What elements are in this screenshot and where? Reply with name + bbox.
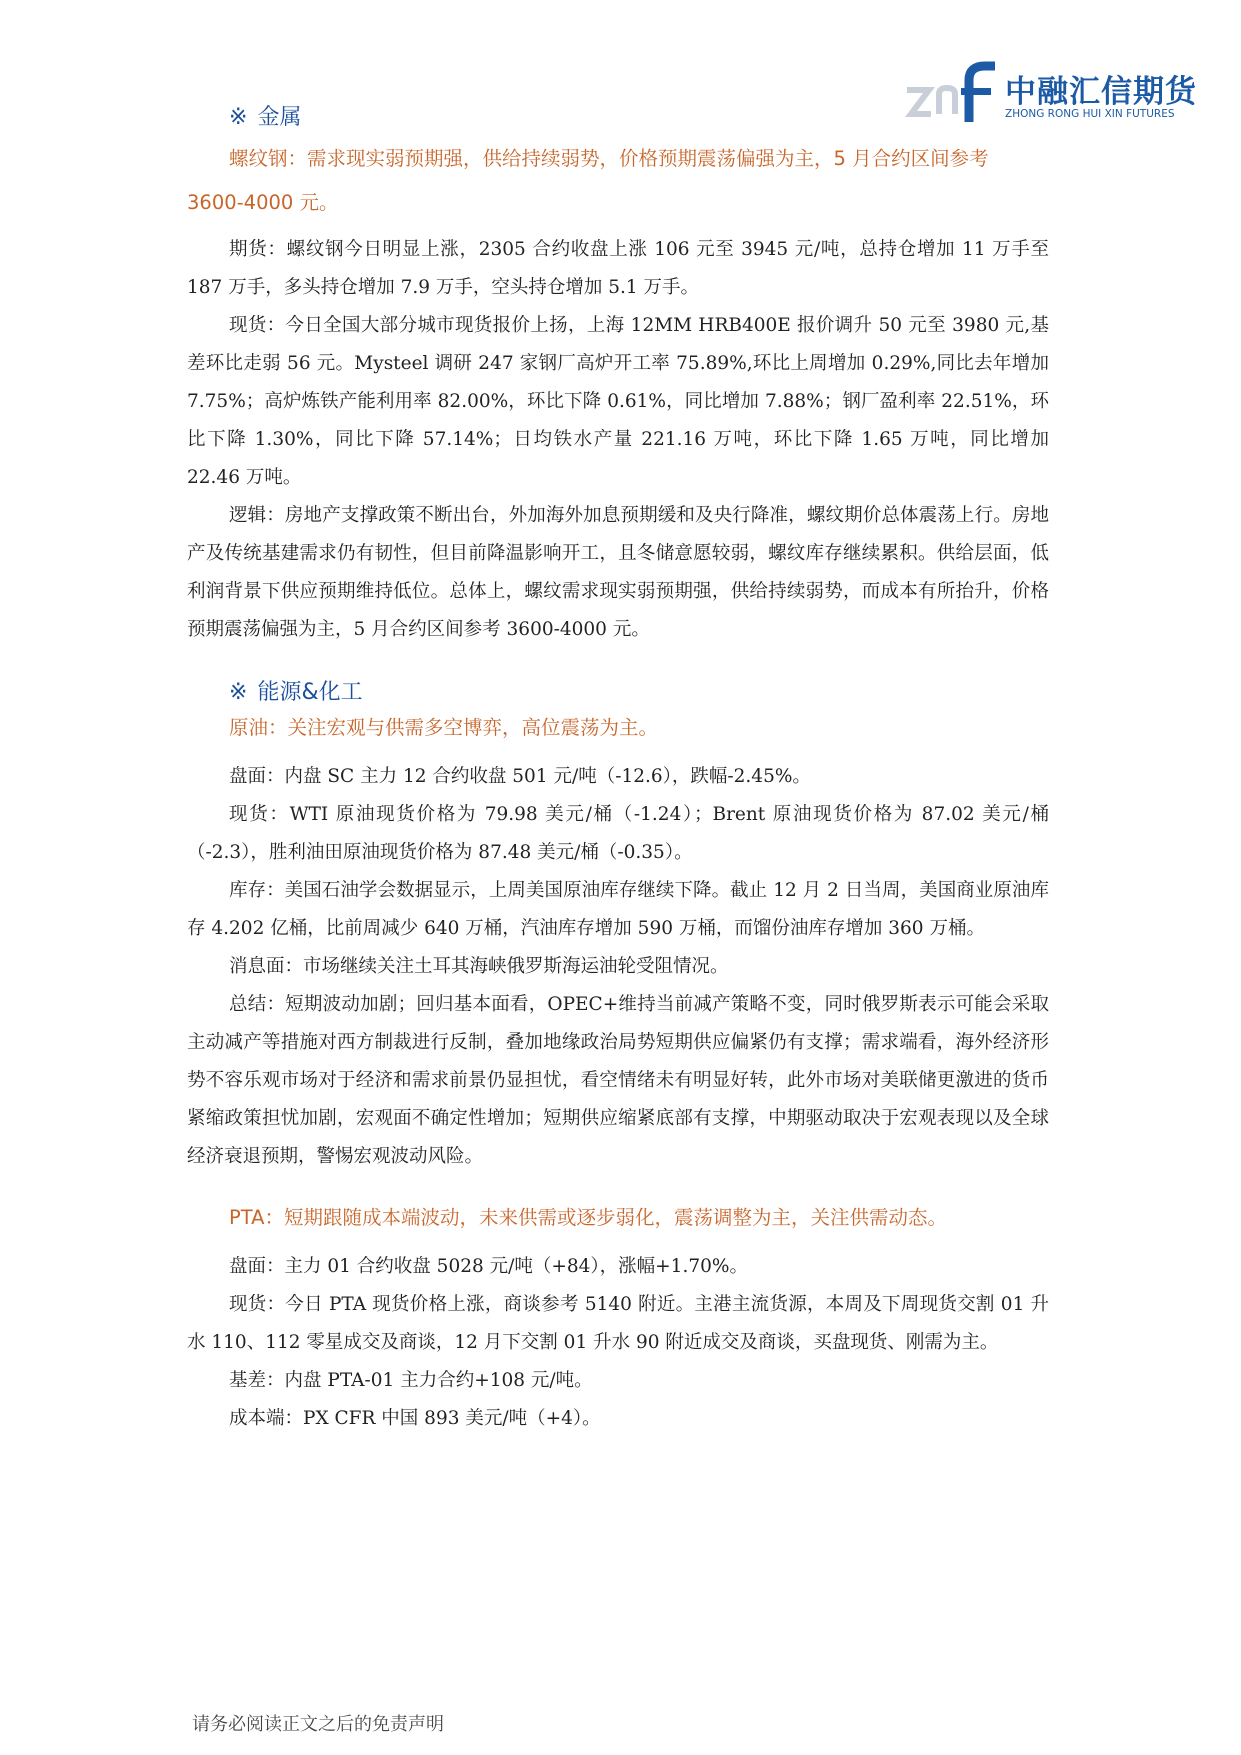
section-heading-metal xyxy=(229,100,1049,131)
section-title: 金属 xyxy=(257,105,302,130)
logo-chinese-name: 中融汇信期货 xyxy=(1005,74,1197,110)
pta-headline: PTA：短期跟随成本端波动，未来供需或逐步弱化，震荡调整为主，关注供需动态。 xyxy=(229,1206,947,1229)
paragraph: 基差：内盘 PTA-01 主力合约+108 元/吨。 xyxy=(229,1370,593,1391)
logo-english-name: ZHONG RONG HUI XIN FUTURES xyxy=(1005,108,1175,120)
reference-mark-icon: ※ xyxy=(229,105,248,130)
paragraph: 逻辑：房地产支撑政策不断出台，外加海外加息预期缓和及央行降准，螺纹期价总体震荡上行。房地产及传统基建需求仍有韧性，但目前降温影响开工，且冬储意愿较弱，螺纹库存继续累积。供给层面，低利润背景下供应预期维持低位。总体上，螺纹需求现实弱预期强，供给持续弱势，而成本有所抬升，价格预期震荡偏强为主，5 月合约区间参考 3600-4000 元。 xyxy=(187,505,1049,640)
crude-headline: 原油：关注宏观与供需多空博弈，高位震荡为主。 xyxy=(229,716,659,739)
report-body xyxy=(187,100,1049,1438)
paragraph: 总结：短期波动加剧；回归基本面看，OPEC+维持当前减产策略不变，同时俄罗斯表示可能会采取主动减产等措施对西方制裁进行反制，叠加地缘政治局势短期供应偏紧仍有支撑；需求端看，海外经济形势不容乐观市场对于经济和需求前景仍显担忧，看空情绪未有明显好转，此外市场对美联储更激进的货币紧缩政策担忧加剧，宏观面不确定性增加；短期供应缩紧底部有支撑，中期驱动取决于宏观表现以及全球经济衰退预期，警惕宏观波动风险。 xyxy=(187,994,1049,1167)
section-heading-energy xyxy=(229,675,1049,706)
section-title: 能源&化工 xyxy=(257,680,363,705)
paragraph: 盘面：内盘 SC 主力 12 合约收盘 501 元/吨（-12.6），跌幅-2.45%。 xyxy=(229,766,811,787)
paragraph: 盘面：主力 01 合约收盘 5028 元/吨（+84），涨幅+1.70%。 xyxy=(229,1256,748,1277)
footer-disclaimer: 请务必阅读正文之后的免责声明 xyxy=(192,1714,444,1735)
paragraph: 消息面：市场继续关注土耳其海峡俄罗斯海运油轮受阻情况。 xyxy=(229,956,729,977)
rebar-headline: 螺纹钢：需求现实弱预期强，供给持续弱势，价格预期震荡偏强为主，5 月合约区间参考 3600-4000 元。 xyxy=(187,147,989,214)
paragraph: 库存：美国石油学会数据显示，上周美国原油库存继续下降。截止 12 月 2 日当周，美国商业原油库存 4.202 亿桶，比前周减少 640 万桶，汽油库存增加 590 万桶，而馏份油库存增加 360 万桶。 xyxy=(187,880,1049,939)
paragraph: 现货：WTI 原油现货价格为 79.98 美元/桶（-1.24）；Brent 原油现货价格为 87.02 美元/桶（-2.3），胜利油田原油现货价格为 87.48 美元/桶（-0.35）。 xyxy=(187,804,1049,863)
paragraph: 成本端：PX CFR 中国 893 美元/吨（+4）。 xyxy=(229,1408,601,1429)
paragraph: 现货：今日 PTA 现货价格上涨，商谈参考 5140 附近。主港主流货源，本周及下周现货交割 01 升水 110、112 零星成交及商谈，12 月下交割 01 升水 90 附近成交及商谈，买盘现货、刚需为主。 xyxy=(187,1294,1049,1353)
paragraph: 现货：今日全国大部分城市现货报价上扬，上海 12MM HRB400E 报价调升 50 元至 3980 元,基差环比走弱 56 元。Mysteel 调研 247 家钢厂高炉开工率 75.89%,环比上周增加 0.29%,同比去年增加 7.75%；高炉炼铁产能利用率 82.00%，环比下降 0.61%，同比增加 7.88%；钢厂盈利率 22.51%，环比下降 1.30%，同比下降 57.14%；日均铁水产量 221.16 万吨，环比下降 1.65 万吨，同比增加 22.46 万吨。 xyxy=(187,315,1049,488)
paragraph: 期货：螺纹钢今日明显上涨，2305 合约收盘上涨 106 元至 3945 元/吨，总持仓增加 11 万手至 187 万手，多头持仓增加 7.9 万手，空头持仓增加 5.1 万手。 xyxy=(187,239,1049,298)
reference-mark-icon: ※ xyxy=(229,680,248,705)
